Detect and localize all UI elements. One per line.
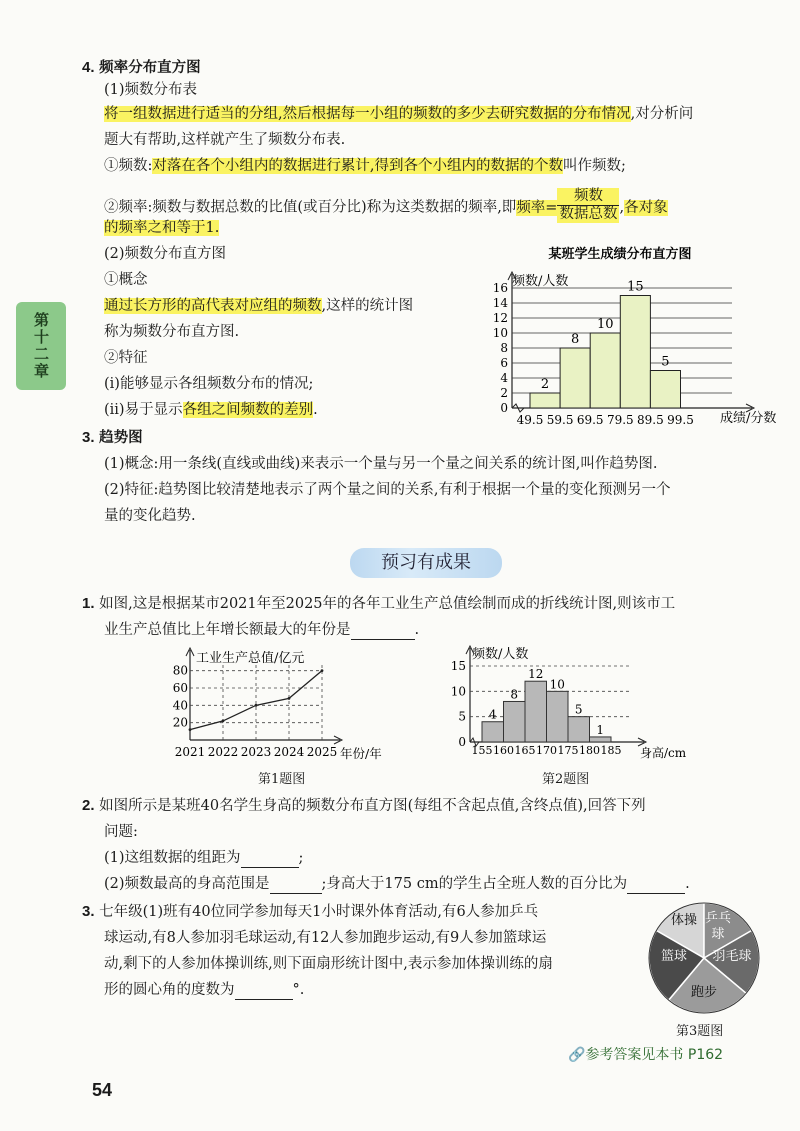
chart-title: 某班学生成绩分布直方图 — [548, 247, 692, 262]
y-tick-label: 4 — [500, 371, 508, 385]
figure-caption: 第1题图 — [258, 772, 306, 787]
x-tick-label: 99.5 — [667, 413, 694, 427]
x-tick-label: 2023 — [240, 745, 272, 759]
x-axis-label: 成绩/分数 — [720, 411, 777, 426]
bar-value-label: 10 — [549, 677, 565, 692]
paragraph-line — [104, 218, 219, 238]
bar-value-label: 10 — [596, 317, 614, 332]
y-tick-label: 5 — [458, 709, 466, 724]
histogram-bar — [525, 681, 547, 742]
figure-caption: 第3题图 — [676, 1024, 724, 1039]
slice-label: 球 — [711, 927, 725, 942]
paragraph-line: 题大有帮助,这样就产生了频数分布表. — [104, 132, 346, 148]
x-tick-label: 185 — [600, 744, 622, 757]
section-title: 趋势图 — [99, 430, 143, 446]
answer-blank[interactable] — [351, 623, 415, 640]
y-tick-label: 12 — [492, 311, 508, 325]
x-tick-label: 2025 — [306, 745, 338, 759]
height-histogram-chart — [442, 644, 712, 764]
x-tick-label: 180 — [579, 744, 600, 757]
bar-value-label: 8 — [571, 332, 580, 347]
x-tick-label: 175 — [557, 744, 579, 757]
slice-label: 体操 — [670, 913, 698, 928]
x-tick-label: 2021 — [174, 745, 206, 759]
question-line — [104, 874, 690, 894]
text: , — [619, 199, 625, 216]
question-text: 业生产总值比上年增长额最大的年份是 — [104, 622, 351, 638]
y-tick-label: 6 — [500, 356, 508, 370]
figure-caption: 第2题图 — [542, 772, 590, 787]
histogram-bar — [530, 393, 560, 408]
y-tick-label: 20 — [172, 715, 188, 730]
y-tick-label: 8 — [500, 341, 508, 355]
histogram-bar — [482, 722, 504, 742]
histogram-bar — [560, 348, 590, 408]
x-tick-label: 49.5 — [516, 413, 544, 427]
y-axis-label: 工业生产总值/亿元 — [196, 651, 305, 666]
data-point — [288, 697, 291, 700]
question-number: 1. — [82, 595, 95, 612]
definition-frequency — [104, 156, 626, 176]
feature-heading: ②特征 — [104, 350, 148, 366]
question-line: 问题: — [104, 824, 138, 840]
feature-item: (ⅰ)能够显示各组频数分布的情况; — [104, 376, 314, 392]
highlight-text: 各组之间频数的差别 — [182, 402, 314, 418]
paragraph-line: (2)特征:趋势图比较清楚地表示了两个量之间的关系,有利于根据一个量的变化预测另一个 — [104, 482, 671, 498]
y-axis-label: 频数/人数 — [472, 647, 529, 662]
bar-value-label: 8 — [510, 687, 519, 702]
question-text: (1)这组数据的组距为 — [104, 850, 241, 866]
x-tick-label: 160 — [493, 744, 514, 757]
paragraph-line: (1)概念:用一条线(直线或曲线)来表示一个量与另一个量之间关系的统计图,叫作趋势图. — [104, 456, 658, 472]
y-axis-label: 频数/人数 — [512, 274, 569, 289]
histogram-bar — [650, 371, 680, 409]
rate-fraction — [557, 188, 619, 223]
data-point — [189, 728, 192, 731]
text: (ⅱ)易于显示 — [104, 402, 183, 418]
text: 叫作频数; — [563, 158, 626, 174]
link-icon: 🔗 — [568, 1047, 586, 1063]
x-tick-label: 69.5 — [576, 413, 604, 427]
highlight-text: 频率= — [516, 199, 558, 216]
slice-label: 篮球 — [660, 949, 688, 964]
y-tick-label: 16 — [492, 281, 508, 295]
y-tick-label: 14 — [492, 296, 508, 310]
bar-value-label: 4 — [488, 707, 497, 722]
text: ,对分析问 — [630, 106, 694, 122]
histogram-bar — [547, 691, 569, 742]
subheading-histogram: (2)频数分布直方图 — [104, 246, 227, 262]
bar-value-label: 12 — [528, 667, 544, 682]
histogram-bar — [620, 296, 650, 409]
question-line — [104, 620, 419, 640]
feature-item — [104, 400, 318, 420]
slice-label: 跑步 — [690, 985, 718, 1000]
question-text: 如图所示是某班40名学生身高的频数分布直方图(每组不含起点值,含终点值),回答下列 — [99, 798, 646, 814]
x-tick-label: 59.5 — [546, 413, 574, 427]
paragraph-line: 量的变化趋势. — [104, 508, 196, 524]
section-number: 4. — [82, 59, 95, 76]
histogram-bar — [568, 717, 590, 742]
answer-reference-text: 参考答案见本书 P162 — [585, 1047, 724, 1063]
question-text: 七年级(1)班有40位同学参加每天1小时课外体育活动,有6人参加乒乓 — [99, 904, 539, 920]
score-histogram-chart — [470, 240, 777, 435]
text: ②频率:频数与数据总数的比值(或百分比)称为这类数据的频率,即 — [104, 199, 517, 216]
text: . — [313, 402, 318, 418]
paragraph-line: 称为频数分布直方图. — [104, 324, 240, 340]
question-3 — [82, 902, 538, 922]
bar-value-label: 5 — [661, 354, 670, 370]
fraction-numerator: 频数 — [557, 188, 619, 206]
chapter-tab: 第十二章 — [16, 302, 66, 390]
highlight-text: 将一组数据进行适当的分组,然后根据每一小组的频数的多少去研究数据的分布情况 — [104, 106, 631, 122]
y-tick-label: 2 — [500, 386, 508, 400]
x-tick-label: 170 — [536, 744, 557, 757]
histogram-bar — [504, 701, 526, 742]
y-tick-label: 0 — [458, 735, 466, 749]
text: ; — [298, 850, 304, 866]
x-tick-label: 155 — [471, 744, 493, 757]
question-text: (2)频数最高的身高范围是 — [104, 876, 270, 892]
concept-heading: ①概念 — [104, 272, 148, 288]
section-banner: 预习有成果 — [350, 548, 502, 578]
histogram-bar — [590, 333, 620, 408]
x-tick-label: 2022 — [207, 745, 239, 759]
industrial-output-line-chart — [168, 644, 418, 764]
y-tick-label: 80 — [172, 663, 188, 678]
bar-value-label: 15 — [627, 279, 644, 295]
question-line: 动,剩下的人参加体操训练,则下面扇形统计图中,表示参加体操训练的扇 — [104, 956, 553, 972]
y-tick-label: 10 — [450, 684, 466, 699]
y-tick-label: 15 — [450, 659, 466, 673]
y-tick-label: 0 — [500, 401, 508, 415]
bar-value-label: 1 — [596, 722, 605, 737]
question-line: 球运动,有8人参加羽毛球运动,有12人参加跑步运动,有9人参加篮球运 — [104, 930, 547, 946]
x-axis-label: 年份/年 — [340, 746, 382, 761]
histogram-bar — [590, 737, 612, 742]
answer-blank[interactable] — [235, 983, 293, 1000]
highlight-text: 对落在各个小组内的数据进行累计,得到各个小组内的数据的个数 — [152, 158, 563, 174]
slice-label: 羽毛球 — [712, 949, 752, 964]
text: . — [414, 622, 420, 638]
answer-blank[interactable] — [270, 877, 322, 894]
fraction-denominator: 数据总数 — [559, 206, 618, 222]
answer-blank[interactable] — [241, 851, 299, 868]
question-number: 3. — [82, 903, 95, 920]
sports-pie-chart — [646, 900, 762, 1016]
answer-blank[interactable] — [627, 877, 685, 894]
y-tick-label: 60 — [172, 681, 188, 695]
paragraph-line — [104, 104, 693, 124]
y-tick-label: 10 — [492, 326, 508, 340]
section-4-heading — [82, 58, 201, 78]
question-line — [104, 980, 304, 1000]
label: ①频数: — [104, 158, 153, 174]
section-3-heading — [82, 428, 143, 448]
question-text: 如图,这是根据某市2021年至2025年的各年工业生产总值绘制而成的折线统计图,则该市工 — [99, 596, 676, 612]
slice-label: 乒乓 — [704, 911, 732, 926]
x-tick-label: 79.5 — [606, 413, 634, 427]
x-tick-label: 89.5 — [637, 413, 664, 427]
question-number: 2. — [82, 797, 95, 814]
question-line — [104, 848, 303, 868]
answer-reference — [568, 1044, 723, 1064]
highlight-text: 通过长方形的高代表对应组的频数 — [104, 298, 322, 314]
y-tick-label: 40 — [172, 698, 188, 713]
subheading-table: (1)频数分布表 — [104, 82, 198, 98]
data-point — [321, 669, 324, 672]
highlight-text: 的频率之和等于1. — [104, 220, 220, 236]
data-point — [222, 720, 225, 723]
x-tick-label: 165 — [514, 744, 536, 757]
x-axis-label: 身高/cm — [640, 746, 687, 760]
section-number: 3. — [82, 429, 95, 446]
text: ,这样的统计图 — [321, 298, 414, 314]
page-number: 54 — [92, 1080, 113, 1100]
text: . — [685, 876, 690, 892]
section-title: 频率分布直方图 — [99, 60, 201, 76]
bar-value-label: 5 — [574, 702, 583, 717]
paragraph-line — [104, 296, 413, 316]
question-2 — [82, 796, 646, 816]
x-tick-label: 2024 — [273, 745, 305, 759]
question-text: 形的圆心角的度数为 — [104, 982, 235, 998]
question-text: ;身高大于175 cm的学生占全班人数的百分比为 — [321, 876, 628, 892]
bar-value-label: 2 — [540, 377, 550, 392]
question-1 — [82, 594, 675, 614]
data-point — [255, 704, 258, 707]
text: °. — [292, 982, 305, 998]
highlight-text: 各对象 — [624, 199, 668, 216]
